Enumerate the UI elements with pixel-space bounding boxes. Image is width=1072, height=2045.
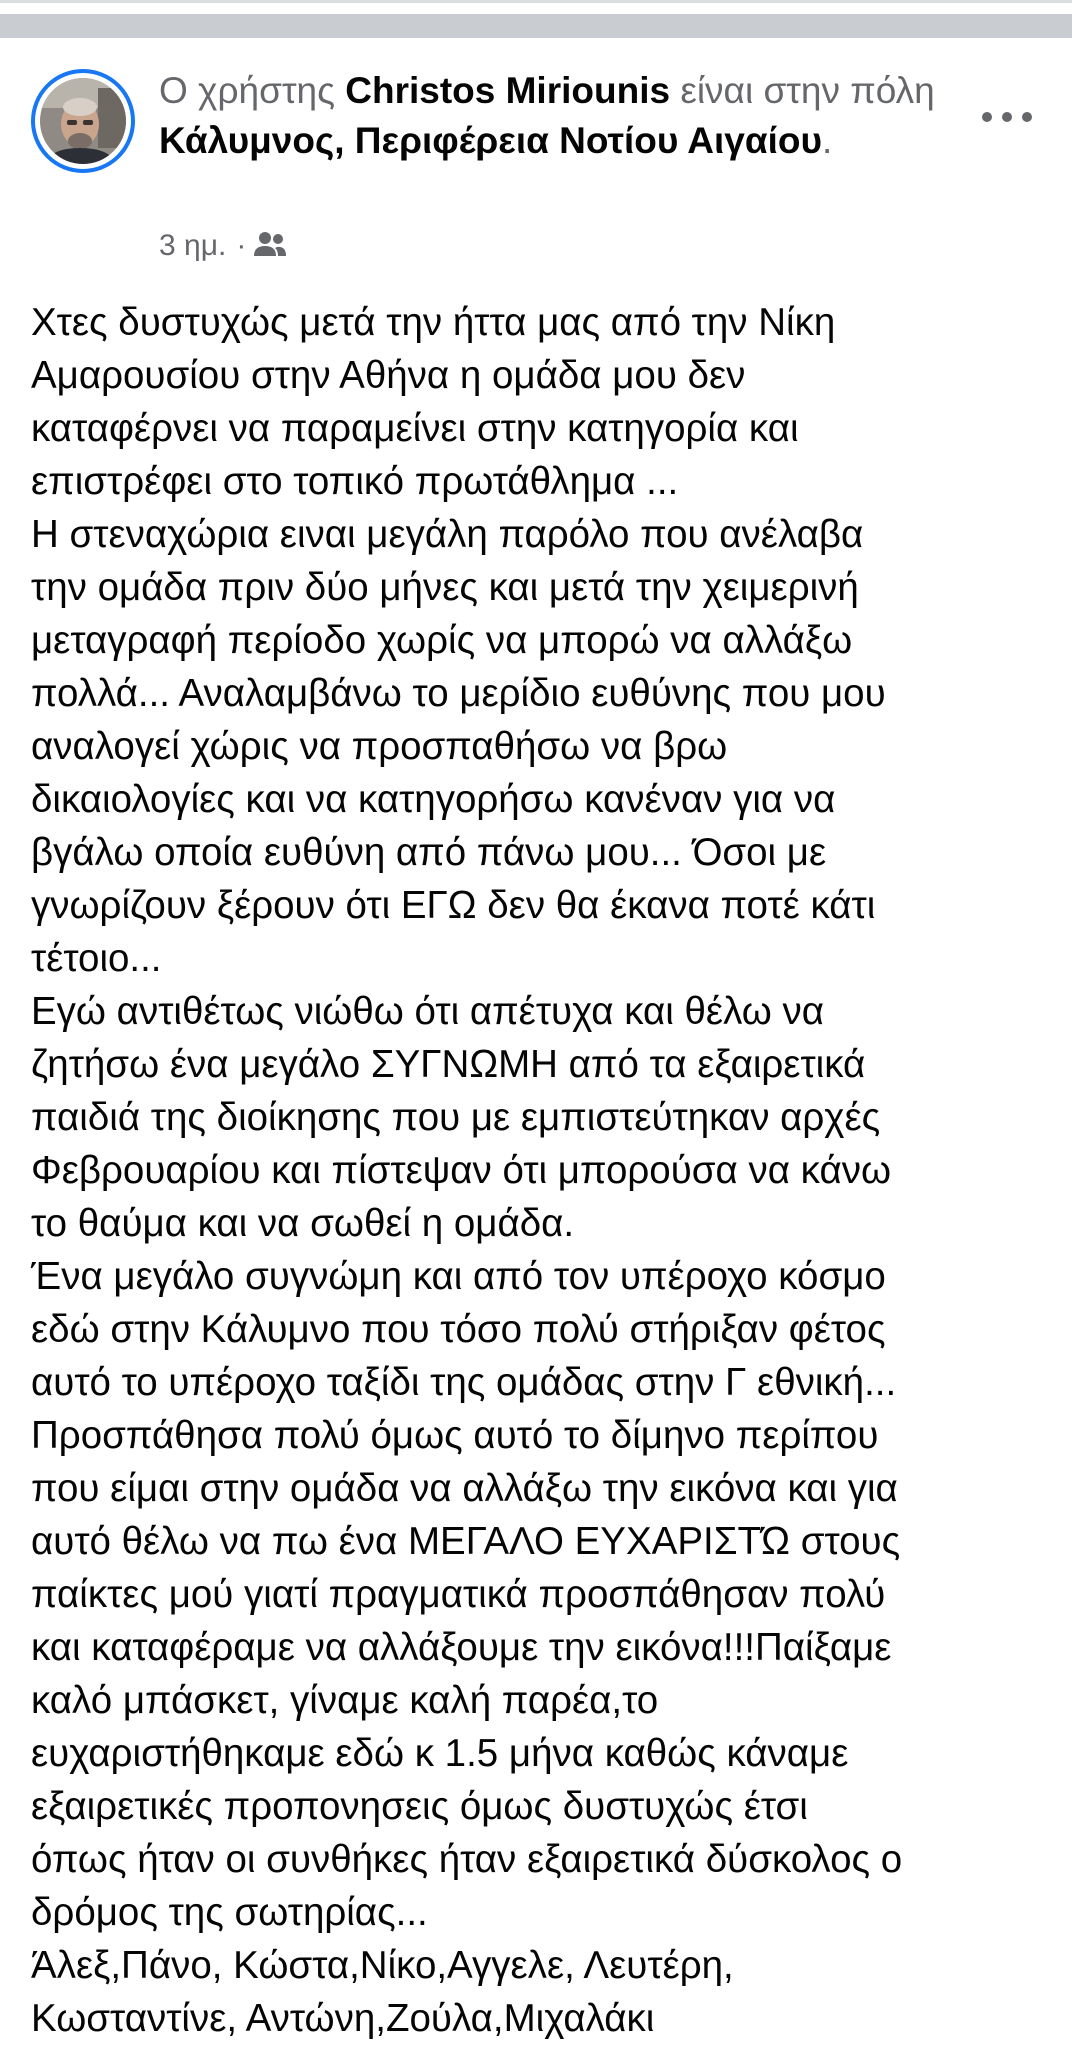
- post-body-line: τέτοιο...: [31, 937, 162, 980]
- post-body-line: εξαιρετικές προπονησεις όμως δυστυχώς έτσι: [31, 1785, 808, 1828]
- friends-icon[interactable]: [252, 229, 288, 259]
- more-options-icon[interactable]: [982, 112, 1034, 132]
- post-body-line: εδώ στην Κάλυμνο που τόσο πολύ στήριξαν φέτος: [31, 1308, 886, 1351]
- post-body-line: Κωσταντίνε, Αντώνη,Ζούλα,Μιχαλάκι: [31, 1997, 655, 2040]
- header-prefix: Ο χρήστης: [159, 70, 346, 111]
- post-body-line: γνωρίζουν ξέρουν ότι ΕΓΩ δεν θα έκανα ποτέ κάτι: [31, 884, 876, 927]
- post-body-line: καταφέρνει να παραμείνει στην κατηγορία και: [31, 407, 799, 450]
- post-body-line: και καταφέραμε να αλλάξουμε την εικόνα!!!Παίξαμε: [31, 1626, 892, 1669]
- header-suffix: .: [822, 120, 833, 161]
- post-body-line: παίκτες μού γιατί πραγματικά προσπάθησαν πολύ: [31, 1573, 886, 1616]
- post-body-line: Εγώ αντιθέτως νιώθω ότι απέτυχα και θέλω να: [31, 990, 825, 1033]
- feed-separator: [0, 14, 1072, 38]
- post-body-line: καλό μπάσκετ, γίναμε καλή παρέα,το: [31, 1679, 659, 1722]
- post-meta: [159, 226, 288, 266]
- post-body-line: αυτό το υπέροχο ταξίδι της ομάδας στην Γ εθνική...: [31, 1361, 897, 1404]
- post-body: [31, 296, 1072, 2045]
- post-body-line: δικαιολογίες και να κατηγορήσω κανέναν για να: [31, 778, 836, 821]
- post-body-line: Η στεναχώρια ειναι μεγάλη παρόλο που ανέλαβα: [31, 513, 864, 556]
- avatar[interactable]: [31, 69, 135, 173]
- author-name[interactable]: Christos Miriounis: [345, 70, 671, 111]
- post-body-line: Ένα μεγάλο συγνώμη και από τον υπέροχο κόσμο: [31, 1255, 886, 1298]
- post-body-line: παιδιά της διοίκησης που με εμπιστεύτηκαν αρχές: [31, 1096, 881, 1139]
- location-name[interactable]: Κάλυμνος, Περιφέρεια Νοτίου Αιγαίου: [159, 120, 823, 161]
- post-card: [0, 38, 1072, 2040]
- post-body-line: δρόμος της σωτηρίας...: [31, 1891, 428, 1934]
- post-body-line: Φεβρουαρίου και πίστεψαν ότι μπορούσα να κάνω: [31, 1149, 892, 1192]
- top-divider: [0, 0, 1072, 3]
- post-body-line: Άλεξ,Πάνο, Κώστα,Νίκο,Αγγελε, Λευτέρη,: [31, 1944, 734, 1987]
- post-body-line: που είμαι στην ομάδα να αλλάξω την εικόνα και για: [31, 1467, 898, 1510]
- meta-separator: ·: [236, 229, 247, 262]
- post-header: [159, 66, 949, 166]
- post-body-line: Αμαρουσίου στην Αθήνα η ομάδα μου δεν: [31, 354, 746, 397]
- profile-photo: [40, 78, 126, 164]
- post-body-line: όπως ήταν οι συνθήκες ήταν εξαιρετικά δύσκολος ο: [31, 1838, 903, 1881]
- post-body-line: Προσπάθησα πολύ όμως αυτό το δίμηνο περίπου: [31, 1414, 879, 1457]
- post-body-line: βγάλω οποία ευθύνη από πάνω μου... Όσοι με: [31, 831, 827, 874]
- header-mid: είναι στην πόλη: [670, 70, 935, 111]
- post-time[interactable]: 3 ημ.: [159, 229, 227, 262]
- post-body-line: το θαύμα και να σωθεί η ομάδα.: [31, 1202, 575, 1245]
- post-body-line: Χτες δυστυχώς μετά την ήττα μας από την Νίκη: [31, 301, 836, 344]
- post-body-line: επιστρέφει στο τοπικό πρωτάθλημα ...: [31, 460, 679, 503]
- post-body-line: αυτό θέλω να πω ένα ΜΕΓΑΛΟ ΕΥΧΑΡΙΣΤΏ στους: [31, 1520, 901, 1563]
- post-body-line: μεταγραφή περίοδο χωρίς να μπορώ να αλλάξω: [31, 619, 853, 662]
- post-body-line: την ομάδα πριν δύο μήνες και μετά την χειμερινή: [31, 566, 859, 609]
- post-body-line: αναλογεί χώρις να προσπαθήσω να βρω: [31, 725, 728, 768]
- post-body-line: ζητήσω ένα μεγάλο ΣΥΓΝΩΜΗ από τα εξαιρετικά: [31, 1043, 866, 1086]
- post-body-line: ευχαριστήθηκαμε εδώ κ 1.5 μήνα καθώς κάναμε: [31, 1732, 849, 1775]
- post-body-line: πολλά... Αναλαμβάνω το μερίδιο ευθύνης που μου: [31, 672, 886, 715]
